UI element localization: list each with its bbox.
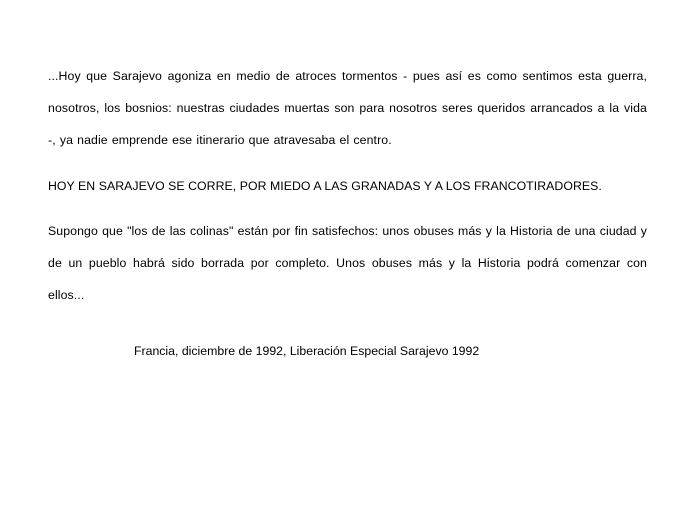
document-signature: Francia, diciembre de 1992, Liberación Especial Sarajevo 1992 xyxy=(134,344,480,359)
paragraph-headline: HOY EN SARAJEVO SE CORRE, POR MIEDO A LAS GRANADAS Y A LOS FRANCOTIRADORES. xyxy=(48,178,602,193)
paragraph-intro: ...Hoy que Sarajevo agoniza en medio de atroces tormentos - pues así es como sentimos esta guerra, nosotros, los bosnios: nuestras ciudades muertas son para nosotros seres queridos arrancados a la vida -, ya nadie emprende ese itinerario que atravesaba el centro. xyxy=(48,69,647,148)
paragraph-closing: Supongo que "los de las colinas" están por fin satisfechos: unos obuses más y la Historia de una ciudad y de un pueblo habrá sido borrada por completo. Unos obuses más y la Historia podrá comenzar con ellos... xyxy=(48,223,647,303)
